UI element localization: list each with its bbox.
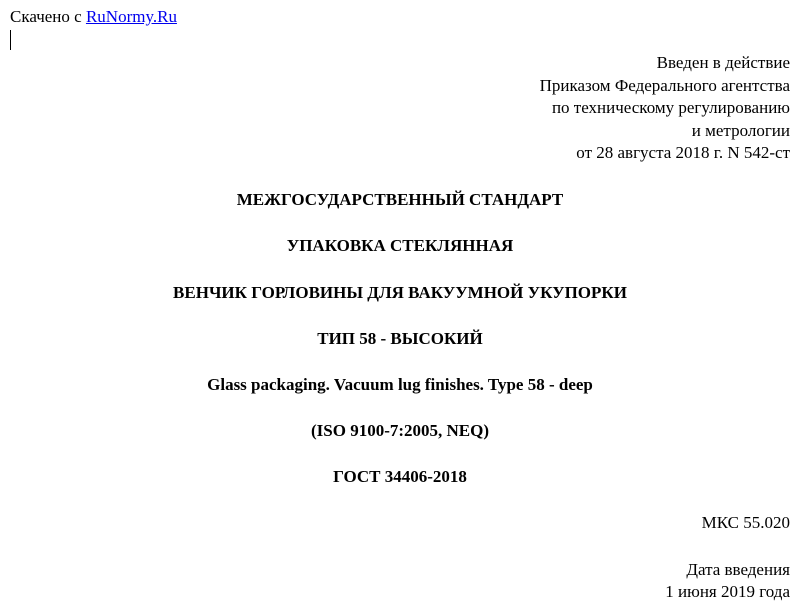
approval-line: по техническому регулированию [551, 98, 790, 117]
iso-reference: (ISO 9100-7:2005, NEQ) [310, 421, 490, 440]
standard-title-line-1: УПАКОВКА СТЕКЛЯННАЯ [286, 236, 514, 255]
source-link[interactable]: RuNormy.Ru [85, 7, 177, 26]
standard-category: МЕЖГОСУДАРСТВЕННЫЙ СТАНДАРТ [236, 190, 564, 209]
text-cursor [10, 30, 11, 50]
approval-line: от 28 августа 2018 г. N 542-ст [576, 143, 790, 162]
standard-title-line-3: ТИП 58 - ВЫСОКИЙ [317, 329, 483, 348]
approval-line: и метрологии [691, 120, 790, 140]
standard-title-line-2: ВЕНЧИК ГОРЛОВИНЫ ДЛЯ ВАКУУМНОЙ УКУПОРКИ [173, 283, 627, 302]
mks-code: МКС 55.020 [701, 513, 790, 532]
intro-date-label: Дата введения [686, 560, 790, 579]
gost-number: ГОСТ 34406-2018 [333, 467, 467, 486]
approval-line: Введен в действие [656, 53, 790, 72]
source-prefix: Скачено с [10, 7, 86, 26]
approval-block [540, 52, 790, 165]
english-title: Glass packaging. Vacuum lug finishes. Type 58 - deep [207, 375, 593, 394]
approval-line: Приказом Федерального агентства [539, 75, 790, 95]
source-line [10, 6, 177, 28]
intro-date-value: 1 июня 2019 года [665, 582, 790, 601]
